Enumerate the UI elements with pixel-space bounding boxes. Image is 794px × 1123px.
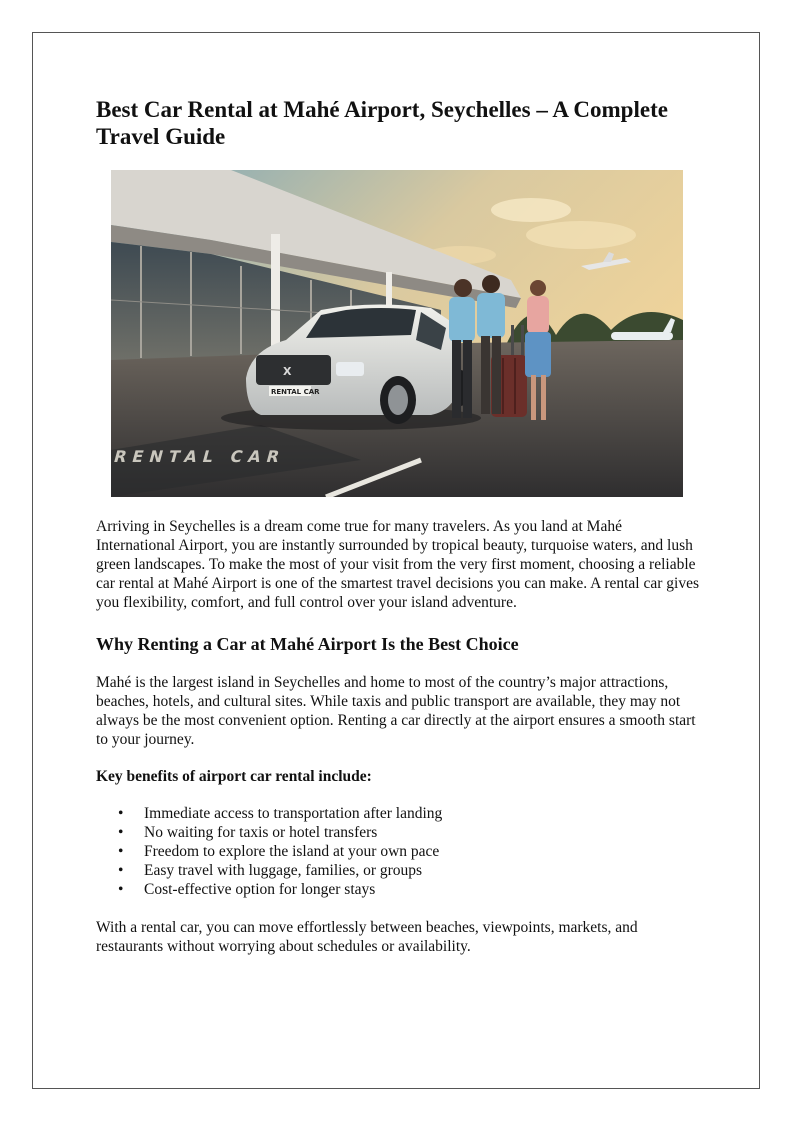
benefits-label: Key benefits of airport car rental include: <box>96 768 372 785</box>
list-item <box>96 823 701 842</box>
svg-text:X: X <box>283 365 292 378</box>
list-item <box>96 804 701 823</box>
page-title: Best Car Rental at Mahé Airport, Seychelles – A Complete Travel Guide <box>96 97 668 149</box>
intro-paragraph: Arriving in Seychelles is a dream come true for many travelers. As you land at Mahé International Airport, you are instantly surrounded by tropical beauty, turquoise waters, and lush green landscapes. To make the most of your visit from the very first moment, choosing a reliable car rental at Mahé Airport is one of the smartest travel decisions you can make. A rental car gives you flexibility, comfort, and full control over your island adventure. <box>96 518 700 611</box>
document-body <box>96 96 701 956</box>
license-plate-text: RENTAL CAR <box>271 388 320 396</box>
list-item-text: No waiting for taxis or hotel transfers <box>144 824 378 841</box>
list-item-text: Immediate access to transportation after landing <box>144 805 443 822</box>
section-paragraph: Mahé is the largest island in Seychelles and home to most of the country’s major attractions, beaches, hotels, and cultural sites. While taxis and public transport are available, they may not always be the most convenient option. Renting a car directly at the airport ensures a smooth start to your journey. <box>96 674 696 748</box>
bullet-icon: • <box>118 862 124 879</box>
bullet-icon: • <box>118 843 124 860</box>
bullet-icon: • <box>118 824 124 841</box>
list-item-text: Freedom to explore the island at your own pace <box>144 843 440 860</box>
list-item <box>96 842 701 861</box>
car-rental-photo <box>111 170 683 497</box>
list-item <box>96 861 701 880</box>
list-item <box>96 880 701 899</box>
ground-text: RENTAL CAR <box>111 447 288 466</box>
benefits-list <box>96 804 701 899</box>
bullet-icon: • <box>118 805 124 822</box>
list-item-text: Cost-effective option for longer stays <box>144 881 376 898</box>
section-heading: Why Renting a Car at Mahé Airport Is the Best Choice <box>96 634 519 654</box>
closing-paragraph: With a rental car, you can move effortlessly between beaches, viewpoints, markets, and restaurants without worrying about schedules or availability. <box>96 919 638 955</box>
bullet-icon: • <box>118 881 124 898</box>
list-item-text: Easy travel with luggage, families, or groups <box>144 862 423 879</box>
